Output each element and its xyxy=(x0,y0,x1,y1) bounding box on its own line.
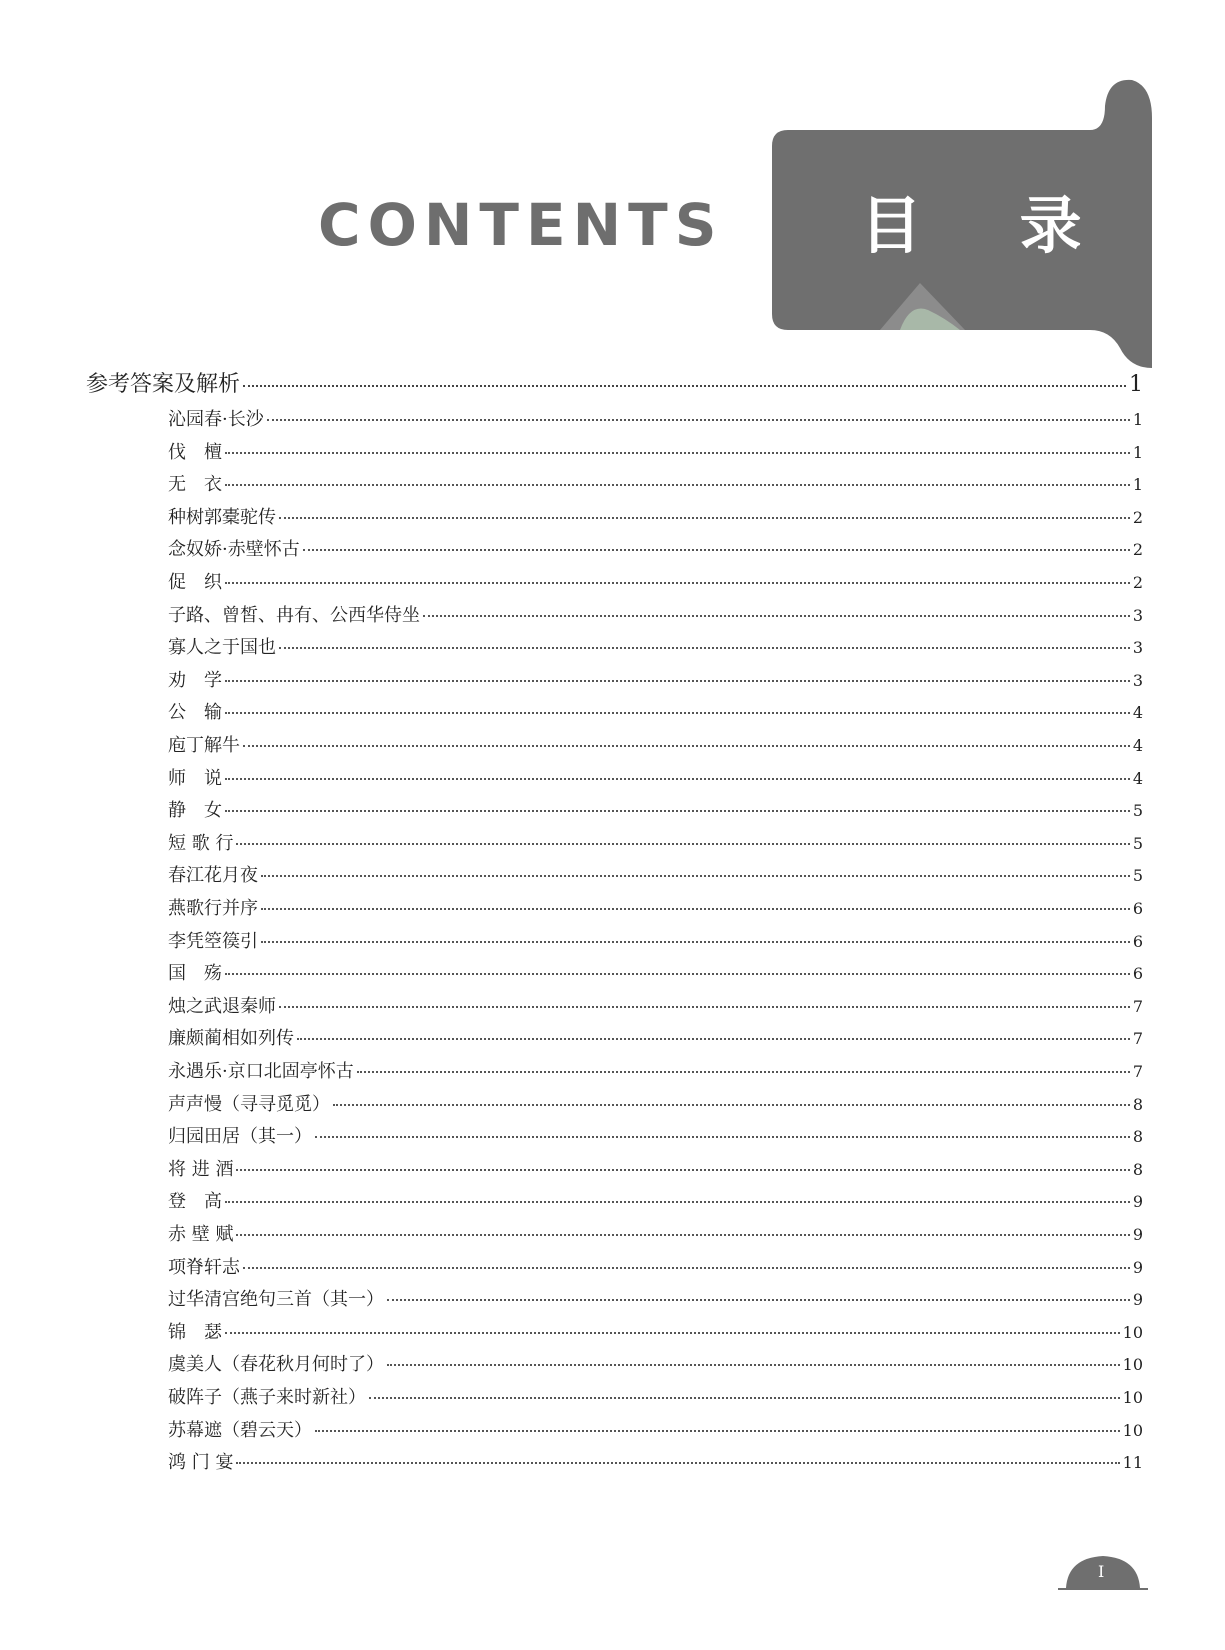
dot-leader xyxy=(225,679,1130,682)
toc-item[interactable] xyxy=(168,1057,1143,1083)
dot-leader xyxy=(297,1037,1130,1040)
dot-leader xyxy=(225,777,1130,780)
dot-leader xyxy=(267,418,1130,421)
toc-item-title: 念奴娇·赤壁怀古 xyxy=(168,539,300,561)
toc-item-page: 6 xyxy=(1132,964,1143,984)
toc-item[interactable] xyxy=(168,829,1143,855)
toc-item[interactable] xyxy=(168,959,1143,985)
dot-leader xyxy=(225,581,1130,584)
toc-item-title: 声声慢（寻寻觅觅） xyxy=(168,1093,330,1115)
toc-item-page: 10 xyxy=(1122,1420,1143,1440)
toc-item-title: 春江花月夜 xyxy=(168,865,258,887)
toc-item[interactable] xyxy=(168,568,1143,594)
toc-item[interactable] xyxy=(168,1122,1143,1148)
toc-item-page: 6 xyxy=(1132,899,1143,918)
toc-item-page: 5 xyxy=(1132,801,1143,821)
toc-item-page: 9 xyxy=(1132,1290,1143,1310)
toc-item-title: 静 女 xyxy=(168,800,222,822)
toc-item[interactable] xyxy=(168,894,1143,920)
toc-item[interactable] xyxy=(168,535,1143,561)
toc-item[interactable] xyxy=(168,666,1143,692)
toc-item-page: 3 xyxy=(1132,605,1143,625)
dot-leader xyxy=(279,1005,1130,1008)
toc-item-title: 寡人之于国也 xyxy=(168,637,276,659)
banner-title: 目 录 xyxy=(860,189,1120,262)
dot-leader xyxy=(225,1331,1120,1334)
dot-leader xyxy=(225,483,1130,486)
toc-item-title: 过华清宫绝句三首（其一） xyxy=(168,1289,384,1311)
toc-item-page: 4 xyxy=(1132,736,1143,755)
toc-item-title: 破阵子（燕子来时新社） xyxy=(168,1387,366,1408)
toc-main-title: 参考答案及解析 xyxy=(86,372,241,397)
toc-item-title: 师 说 xyxy=(168,767,222,789)
toc-item[interactable] xyxy=(168,633,1143,659)
toc-item-title: 子路、曾皙、冉有、公西华侍坐 xyxy=(168,604,420,626)
toc-item-page: 7 xyxy=(1132,996,1143,1016)
toc-item-title: 沁园春·长沙 xyxy=(168,409,264,430)
toc-item-title: 虞美人（春花秋月何时了） xyxy=(168,1354,384,1376)
toc-item-title: 伐 檀 xyxy=(168,441,222,463)
toc-item-title: 苏幕遮（碧云天） xyxy=(168,1419,312,1441)
dot-leader xyxy=(243,384,1126,387)
toc-item[interactable] xyxy=(168,764,1143,790)
toc-item[interactable] xyxy=(168,1383,1143,1409)
toc-item[interactable] xyxy=(168,927,1143,953)
toc-item[interactable] xyxy=(168,503,1143,529)
toc-item[interactable] xyxy=(168,1155,1143,1181)
dot-leader xyxy=(261,907,1130,910)
dot-leader xyxy=(225,972,1130,975)
toc-item-title: 鸿 门 宴 xyxy=(168,1452,234,1474)
toc-item-page: 10 xyxy=(1122,1322,1143,1342)
toc-item-title: 李凭箜篌引 xyxy=(168,930,258,952)
toc-item-page: 5 xyxy=(1132,833,1143,853)
toc-item[interactable] xyxy=(168,1090,1143,1116)
toc-item[interactable] xyxy=(168,1350,1143,1376)
dot-leader xyxy=(225,711,1130,714)
toc-item[interactable] xyxy=(168,438,1143,464)
toc-item-page: 10 xyxy=(1122,1355,1143,1375)
toc-item-page: 10 xyxy=(1122,1388,1143,1407)
toc-item-page: 2 xyxy=(1132,507,1143,527)
toc-item[interactable] xyxy=(168,1285,1143,1311)
dot-leader xyxy=(387,1363,1120,1366)
toc-item[interactable] xyxy=(168,405,1143,431)
toc-item-page: 2 xyxy=(1132,540,1143,560)
dot-leader xyxy=(315,1429,1120,1432)
dot-leader xyxy=(279,646,1130,649)
toc-item[interactable] xyxy=(168,1253,1143,1279)
dot-leader xyxy=(243,744,1130,747)
toc-item[interactable] xyxy=(168,861,1143,887)
toc-item[interactable] xyxy=(168,470,1143,496)
toc-item[interactable] xyxy=(168,1416,1143,1442)
page-number: Ⅰ xyxy=(1098,1562,1105,1581)
toc-item-page: 8 xyxy=(1132,1159,1143,1179)
toc-item[interactable] xyxy=(168,1448,1143,1474)
dot-leader xyxy=(261,940,1130,943)
toc-item-page: 6 xyxy=(1132,931,1143,951)
toc-item-title: 劝 学 xyxy=(168,669,222,691)
toc-item-page: 5 xyxy=(1132,866,1143,886)
toc-item-title: 归园田居（其一） xyxy=(168,1126,312,1148)
toc-item-title: 庖丁解牛 xyxy=(168,735,240,756)
dot-leader xyxy=(236,1461,1119,1464)
toc-item-title: 公 输 xyxy=(168,702,222,724)
toc-item-page: 9 xyxy=(1132,1257,1143,1277)
toc-item-title: 将 进 酒 xyxy=(168,1158,234,1180)
toc-item[interactable] xyxy=(168,698,1143,724)
toc-item[interactable] xyxy=(168,731,1143,757)
toc-item-page: 7 xyxy=(1132,1029,1143,1049)
toc-item-page: 9 xyxy=(1132,1192,1143,1212)
toc-item-title: 登 高 xyxy=(168,1191,222,1213)
dot-leader xyxy=(315,1135,1130,1138)
toc-item-title: 无 衣 xyxy=(168,474,222,496)
toc-item-title: 促 织 xyxy=(168,572,222,593)
toc-item[interactable] xyxy=(168,1024,1143,1050)
dot-leader xyxy=(225,809,1130,812)
toc-item-page: 4 xyxy=(1132,768,1143,788)
toc-item-page: 7 xyxy=(1132,1062,1143,1081)
dot-leader xyxy=(261,874,1130,877)
toc-item-title: 种树郭橐驼传 xyxy=(168,506,276,528)
toc-item-title: 永遇乐·京口北固亭怀古 xyxy=(168,1061,354,1082)
dot-leader xyxy=(369,1396,1120,1399)
dot-leader xyxy=(387,1298,1130,1301)
toc-item-title: 国 殇 xyxy=(168,963,222,985)
toc-main-entry[interactable] xyxy=(86,367,1143,398)
toc-item-title: 燕歌行并序 xyxy=(168,898,258,919)
dot-leader xyxy=(243,1266,1130,1269)
dot-leader xyxy=(357,1070,1130,1073)
toc-item-page: 2 xyxy=(1132,573,1143,592)
toc-item[interactable] xyxy=(168,796,1143,822)
toc-item-page: 1 xyxy=(1132,475,1143,495)
toc-item[interactable] xyxy=(168,1220,1143,1246)
dot-leader xyxy=(236,1168,1129,1171)
toc-item-page: 4 xyxy=(1132,703,1143,723)
toc-item-title: 烛之武退秦师 xyxy=(168,995,276,1017)
dot-leader xyxy=(225,451,1130,454)
toc-item[interactable] xyxy=(168,601,1143,627)
toc-item-title: 锦 瑟 xyxy=(168,1321,222,1343)
toc-item[interactable] xyxy=(168,1318,1143,1344)
toc-item-page: 8 xyxy=(1132,1127,1143,1147)
dot-leader xyxy=(225,1200,1130,1203)
toc-item-title: 赤 壁 赋 xyxy=(168,1224,234,1245)
toc-item-title: 项脊轩志 xyxy=(168,1256,240,1278)
title-banner xyxy=(760,78,1152,378)
dot-leader xyxy=(333,1103,1130,1106)
dot-leader xyxy=(236,1233,1129,1236)
toc-item-page: 3 xyxy=(1132,638,1143,658)
toc-item[interactable] xyxy=(168,992,1143,1018)
toc-item-page: 8 xyxy=(1132,1094,1143,1114)
contents-heading: CONTENTS xyxy=(318,191,724,259)
toc-item-title: 廉颇蔺相如列传 xyxy=(168,1028,294,1050)
toc-item-page: 11 xyxy=(1122,1453,1143,1473)
dot-leader xyxy=(423,614,1130,617)
toc-item-page: 3 xyxy=(1132,670,1143,690)
toc-item[interactable] xyxy=(168,1187,1143,1213)
dot-leader xyxy=(236,842,1129,845)
toc-main-page: 1 xyxy=(1129,372,1143,397)
dot-leader xyxy=(303,548,1130,551)
toc-item-title: 短 歌 行 xyxy=(168,832,234,854)
toc-item-page: 1 xyxy=(1132,410,1143,429)
dot-leader xyxy=(279,516,1130,519)
toc-item-page: 9 xyxy=(1132,1225,1143,1244)
toc-item-page: 1 xyxy=(1132,442,1143,462)
